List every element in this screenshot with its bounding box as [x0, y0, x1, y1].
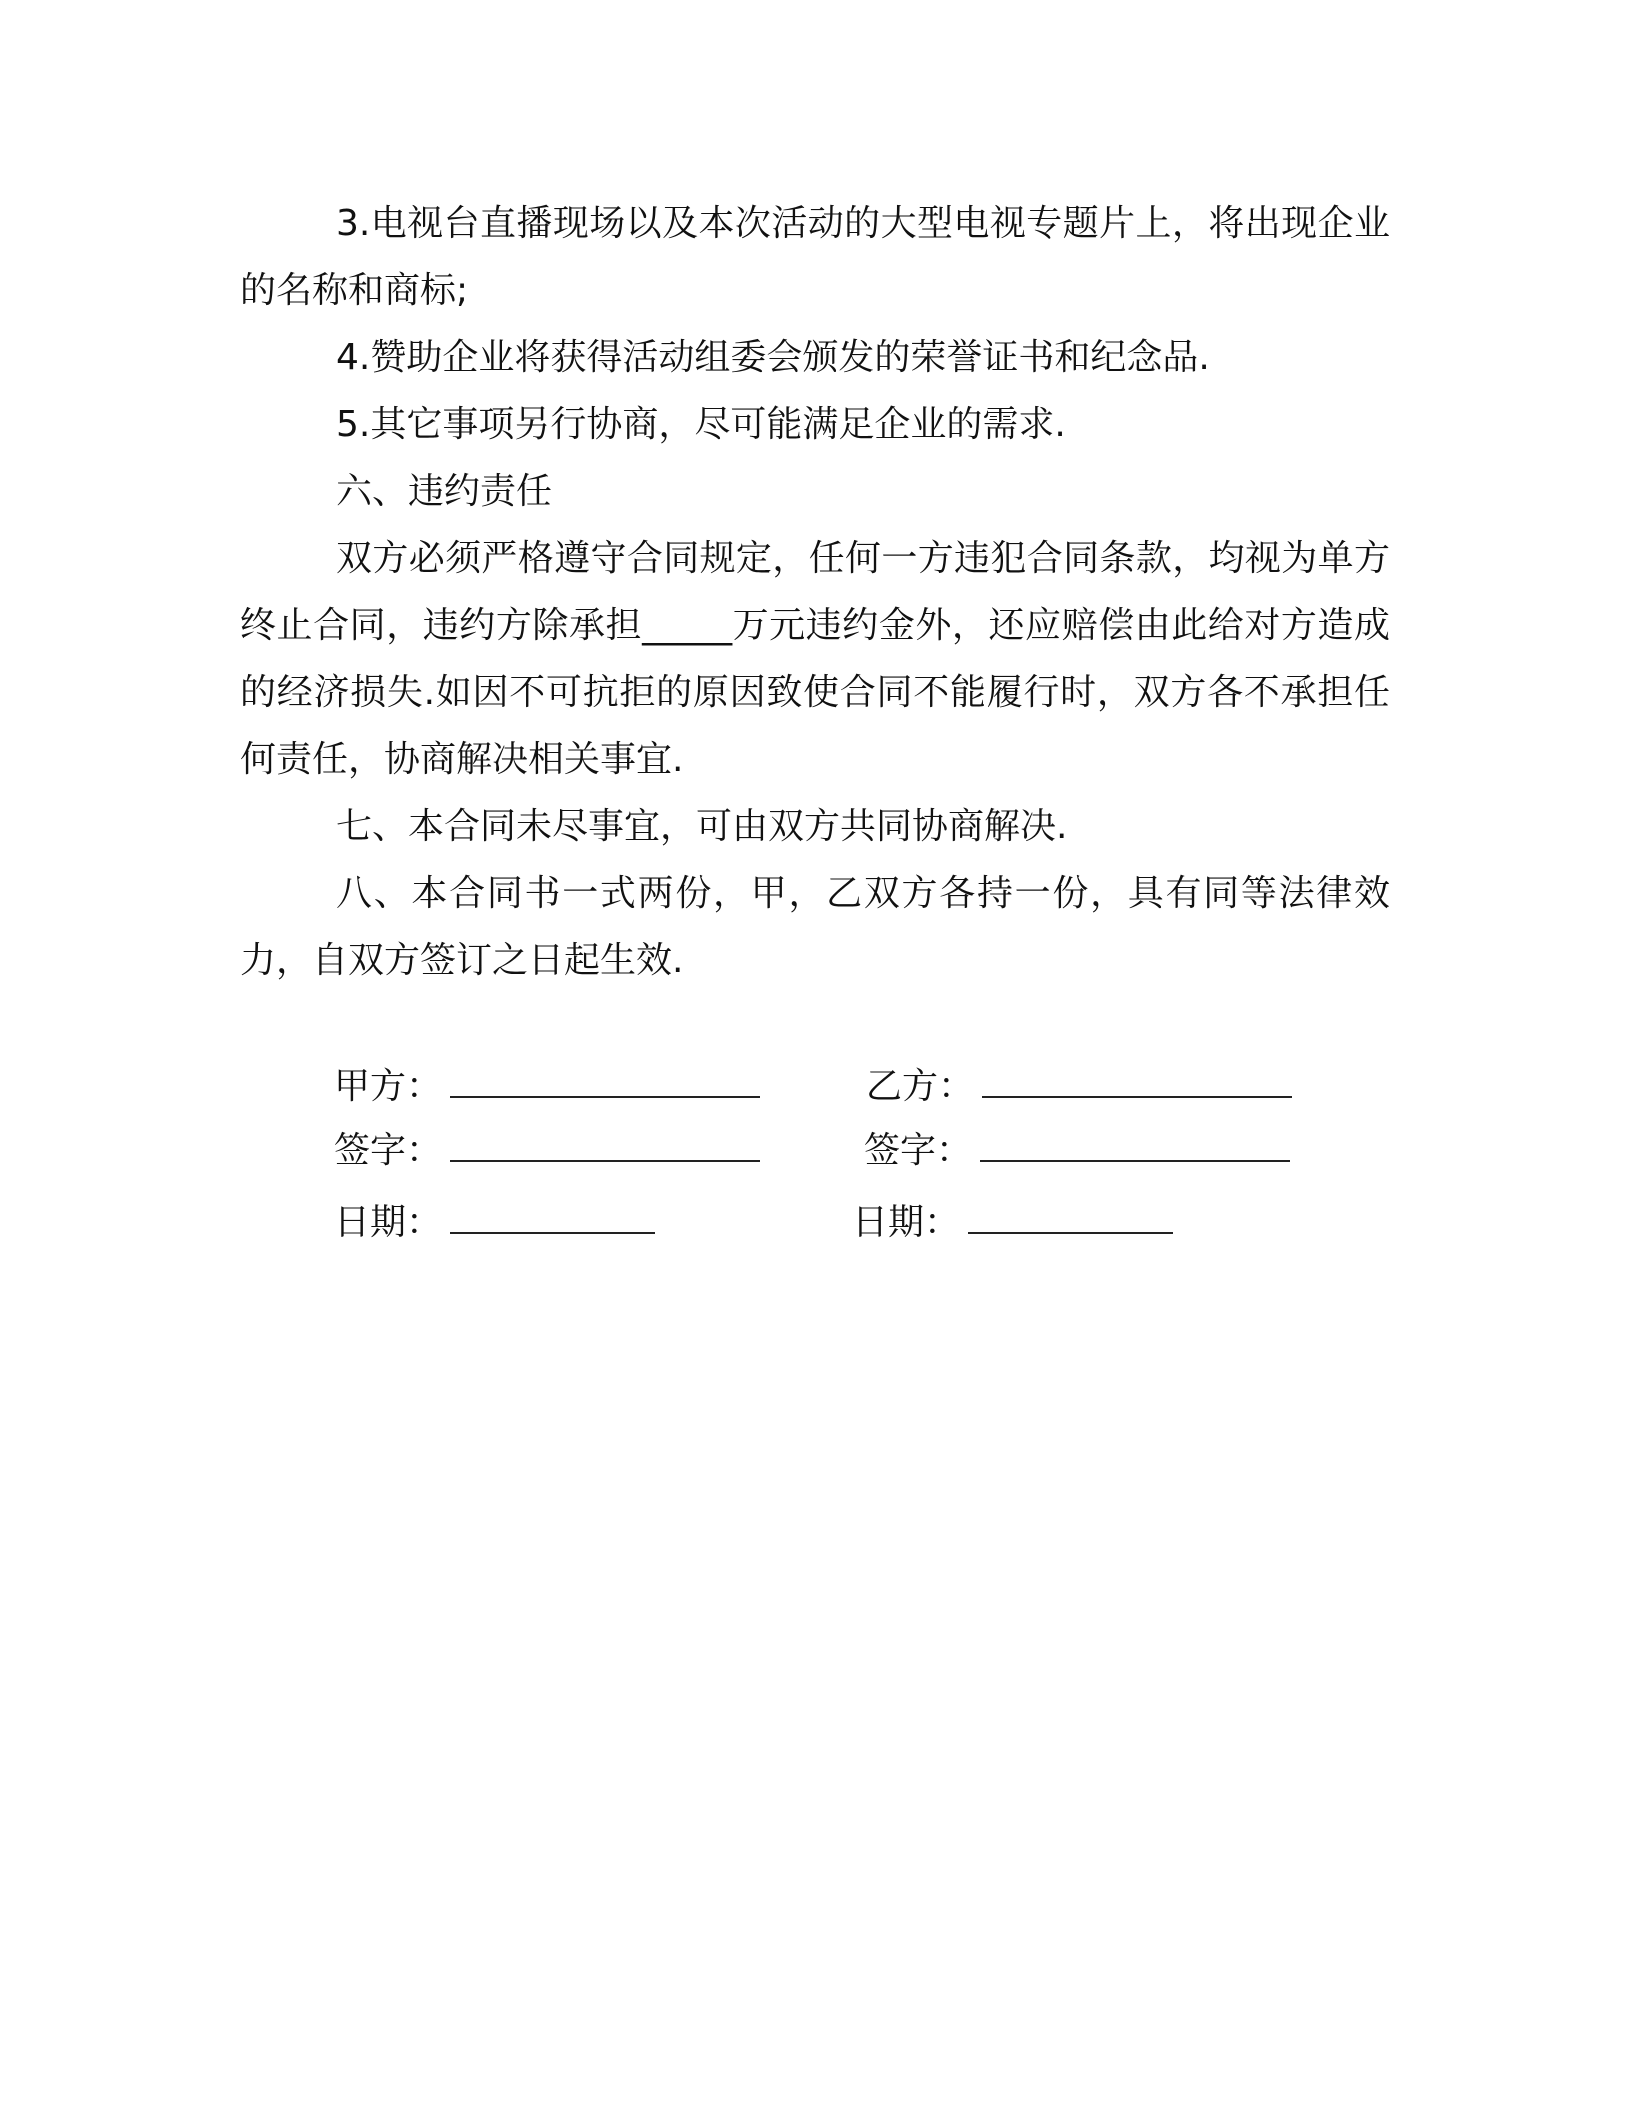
clause-5: 5.其它事项另行协商，尽可能满足企业的需求. [336, 404, 1066, 445]
date-a-label: 日期： [334, 1202, 443, 1243]
date-b-blank[interactable] [968, 1196, 1173, 1234]
sign-a-label: 签字： [334, 1130, 443, 1171]
date-b-line [852, 1196, 1173, 1248]
sign-b-line [864, 1124, 1290, 1176]
party-a-line [334, 1060, 760, 1112]
clause-4: 4.赞助企业将获得活动组委会颁发的荣誉证书和纪念品. [336, 337, 1210, 378]
sign-b-label: 签字： [864, 1130, 973, 1171]
sign-a-line [334, 1124, 760, 1176]
section-breach-heading: 六、违约责任 [336, 471, 553, 512]
sign-b-blank[interactable] [980, 1124, 1290, 1162]
party-b-line [866, 1060, 1292, 1112]
breach-paragraph: 双方必须严格遵守合同规定，任何一方违犯合同条款，均视为单方终止合同，违约方除承担_____万元违约金外，还应赔偿由此给对方造成的经济损失.如因不可抗拒的原因致使合同不能履行时，双方各不承担任何责任，协商解决相关事宜. [240, 538, 1390, 780]
section-eight: 八、本合同书一式两份，甲，乙双方各持一份，具有同等法律效力，自双方签订之日起生效. [240, 873, 1390, 981]
section-seven: 七、本合同未尽事宜，可由双方共同协商解决. [336, 806, 1068, 847]
date-a-line [334, 1196, 655, 1248]
party-b-blank[interactable] [982, 1060, 1292, 1098]
contract-body [240, 190, 1390, 994]
party-b-label: 乙方： [866, 1066, 975, 1107]
date-b-label: 日期： [852, 1202, 961, 1243]
clause-3: 3.电视台直播现场以及本次活动的大型电视专题片上，将出现企业的名称和商标; [240, 203, 1390, 311]
date-a-blank[interactable] [450, 1196, 655, 1234]
party-a-blank[interactable] [450, 1060, 760, 1098]
party-a-label: 甲方： [334, 1066, 443, 1107]
sign-a-blank[interactable] [450, 1124, 760, 1162]
